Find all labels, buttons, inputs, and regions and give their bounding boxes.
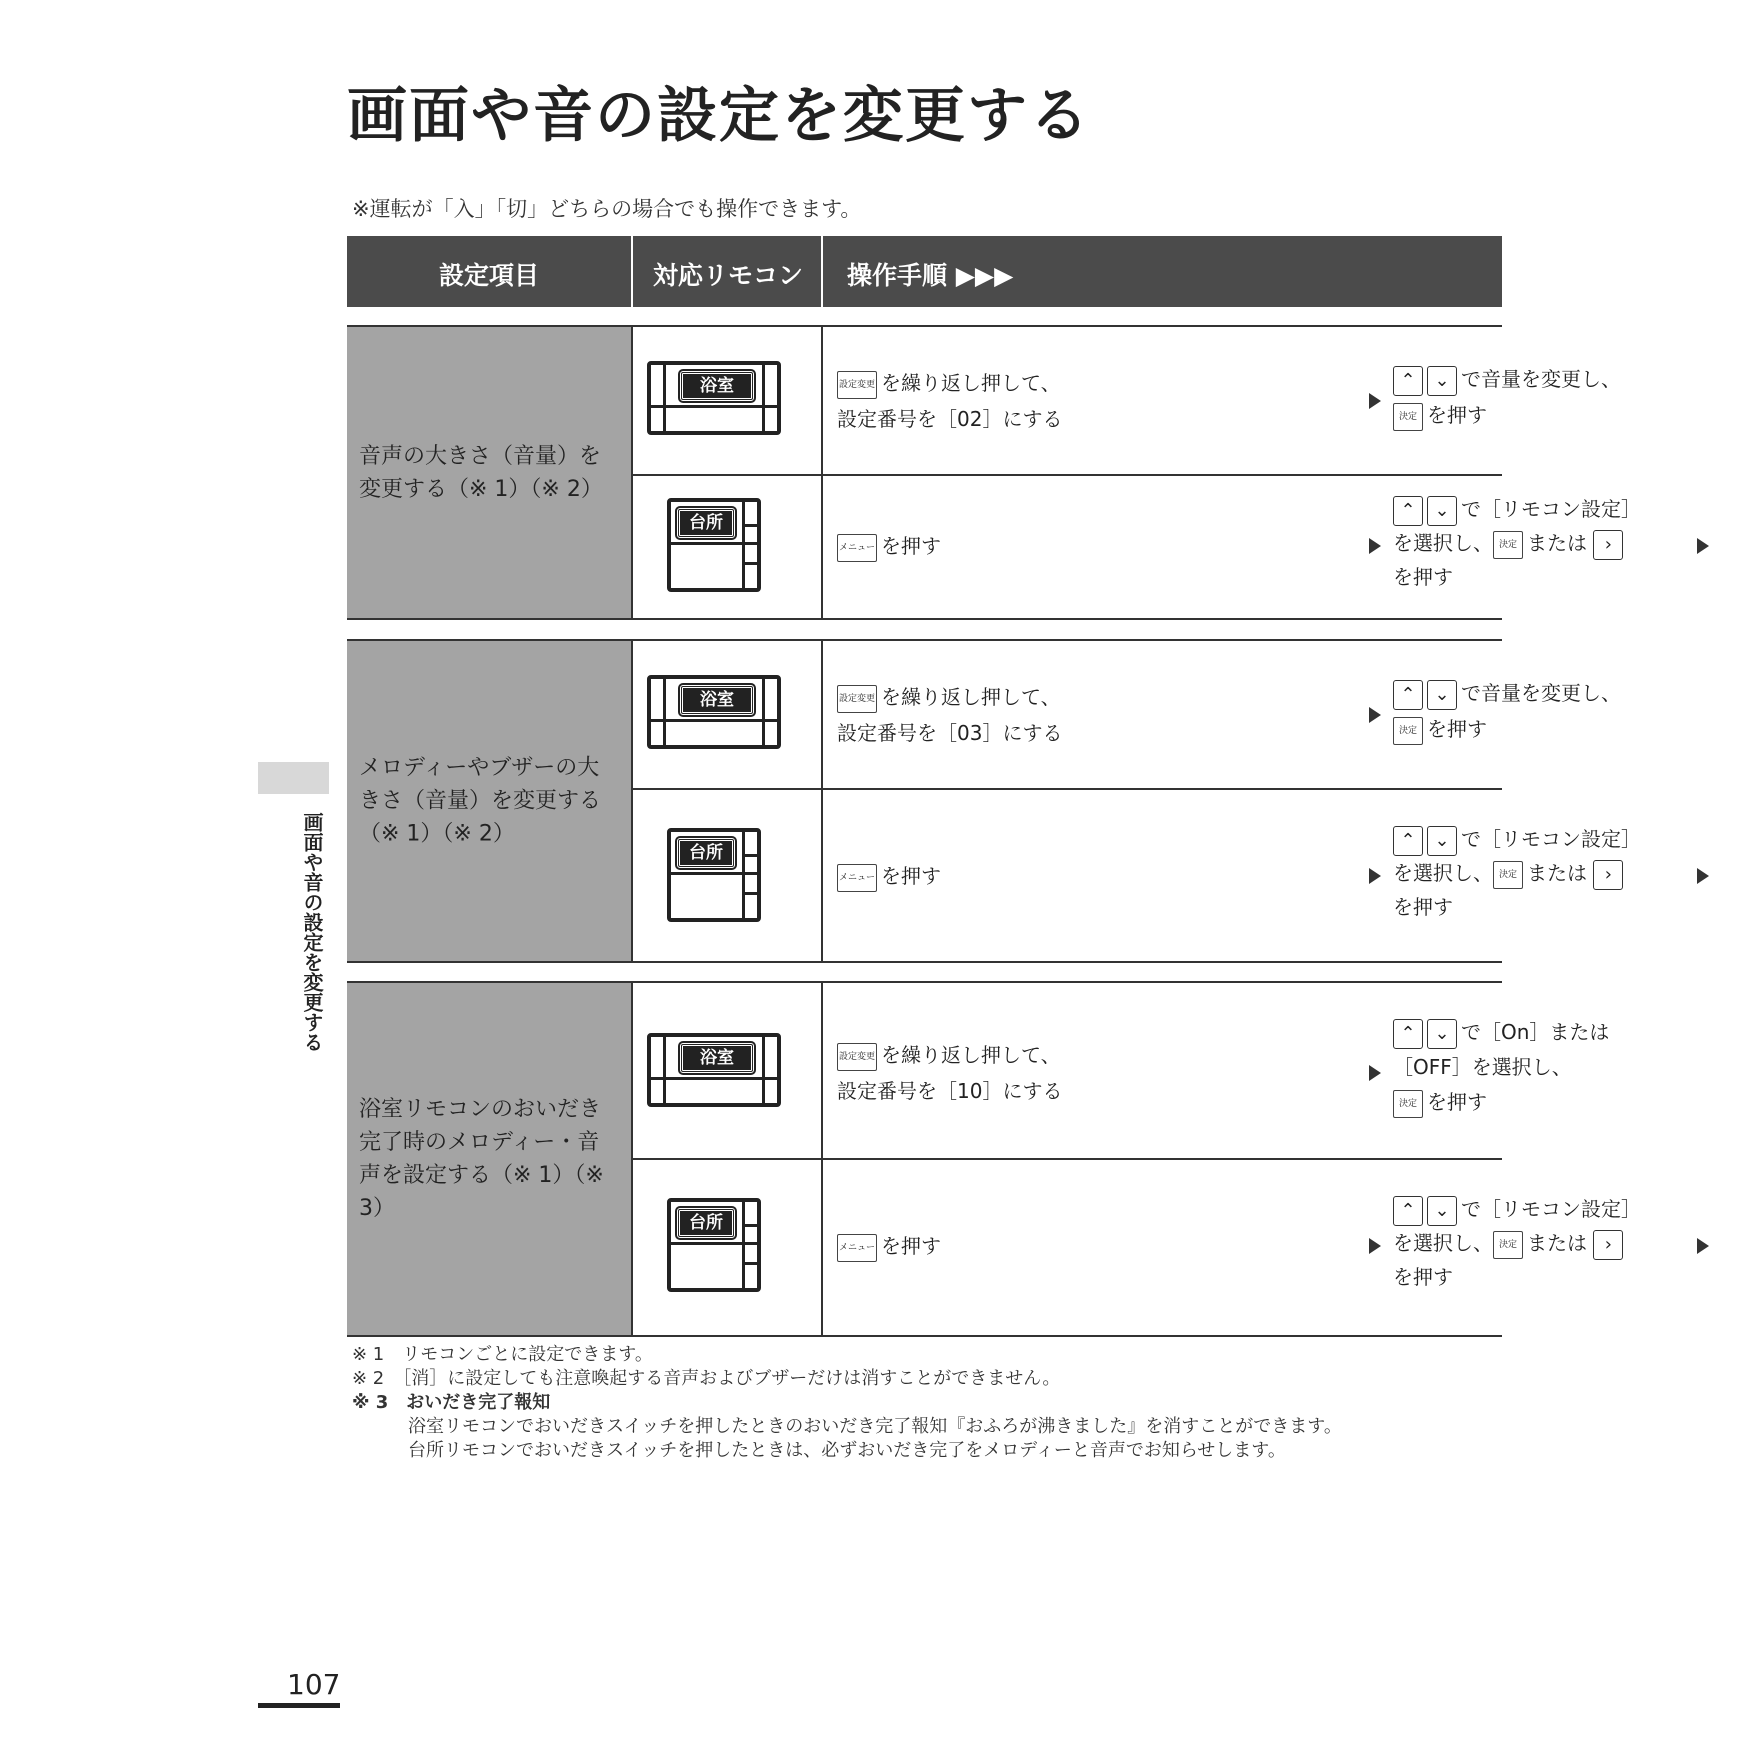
footnote-1: ※ 1 リモコンごとに設定できます。 (352, 1344, 653, 1365)
down-button-icon: ⌄ (1427, 496, 1457, 526)
right-button-icon: › (1593, 860, 1623, 890)
decide-button-icon: 決定 (1493, 1231, 1523, 1259)
footnote-3-line-2: 台所リモコンでおいだきスイッチを押したときは、必ずおいだき完了をメロディーと音声でお知らせします。 (408, 1440, 1286, 1461)
page-title: 画面や音の設定を変更する (347, 81, 1091, 151)
side-section-label: 画面や音の設定を変更する (300, 812, 324, 1052)
right-button-icon: › (1593, 530, 1623, 560)
step-arrow-icon (1369, 393, 1381, 409)
kitchen-remote-icon: 台所 (667, 828, 761, 922)
step-arrow-icon (1369, 538, 1381, 554)
step-arrow-icon (1697, 538, 1709, 554)
header-procedure: 操作手順 ▶▶▶ (847, 261, 1014, 290)
setting-label: メロディーやブザーの大きさ（音量）を変更する（※ 1）（※ 2） (359, 755, 602, 847)
bath-row: 浴室 設定変更 を繰り返し押して、 設定番号を［02］にする ⌃ ⌄ で音量を変更し、 決定 を押す (633, 327, 1502, 474)
decide-button-icon: 決定 (1393, 403, 1423, 431)
kitchen-row: 台所 メニュー を押す ⌃ ⌄ で［リモコン設定］ を選択し、 決定 または › を押す (633, 1160, 1502, 1335)
side-tab (258, 762, 329, 794)
settings-change-icon: 設定変更 (837, 685, 877, 713)
step-arrow-icon (1369, 1238, 1381, 1254)
table-header (347, 236, 1502, 307)
right-button-icon: › (1593, 1230, 1623, 1260)
step-arrow-icon (1369, 707, 1381, 723)
bath-row: 浴室 設定変更 を繰り返し押して、 設定番号を［03］にする ⌃ ⌄ で音量を変更し、 決定 を押す (633, 641, 1502, 788)
up-button-icon: ⌃ (1393, 1196, 1423, 1226)
kitchen-remote-icon: 台所 (667, 1198, 761, 1292)
step-arrow-icon (1697, 1238, 1709, 1254)
up-button-icon: ⌃ (1393, 1019, 1423, 1049)
bath-remote-icon: 浴室 (647, 675, 781, 749)
step-arrow-icon (1369, 1065, 1381, 1081)
operation-note: ※運転が「入」「切」どちらの場合でも操作できます。 (352, 197, 862, 221)
decide-button-icon: 決定 (1393, 1090, 1423, 1118)
up-button-icon: ⌃ (1393, 366, 1423, 396)
bath-remote-icon: 浴室 (647, 361, 781, 435)
down-button-icon: ⌄ (1427, 1196, 1457, 1226)
footnote-3: ※ 3 おいだき完了報知 (352, 1392, 551, 1413)
step-arrow-icon (1369, 868, 1381, 884)
header-setting-item: 設定項目 (439, 261, 540, 290)
kitchen-remote-icon: 台所 (667, 498, 761, 592)
header-remote: 対応リモコン (653, 261, 804, 290)
menu-button-icon: メニュー (837, 1234, 877, 1262)
setting-block-melody (347, 639, 1641, 963)
menu-button-icon: メニュー (837, 534, 877, 562)
page-number: 107 (287, 1668, 341, 1701)
bath-row: 浴室 設定変更 を繰り返し押して、 設定番号を［10］にする ⌃ ⌄ で［On］または ［OFF］を選択し、 決定 を押す (633, 983, 1502, 1158)
page-number-underline (258, 1703, 340, 1708)
footnote-3-line-1: 浴室リモコンでおいだきスイッチを押したときのおいだき完了報知『おふろが沸きました』を消すことができます。 (408, 1416, 1342, 1437)
setting-block-reheat-melody (347, 981, 1641, 1337)
down-button-icon: ⌄ (1427, 680, 1457, 710)
up-button-icon: ⌃ (1393, 680, 1423, 710)
down-button-icon: ⌄ (1427, 366, 1457, 396)
decide-button-icon: 決定 (1493, 861, 1523, 889)
bath-remote-icon: 浴室 (647, 1033, 781, 1107)
up-button-icon: ⌃ (1393, 826, 1423, 856)
footnote-2: ※ 2 ［消］に設定しても注意喚起する音声およびブザーだけは消すことができません。 (352, 1368, 1061, 1389)
decide-button-icon: 決定 (1393, 717, 1423, 745)
settings-change-icon: 設定変更 (837, 371, 877, 399)
setting-label: 浴室リモコンのおいだき完了時のメロディー・音声を設定する（※ 1）（※ 3） (359, 1097, 604, 1221)
kitchen-row: 台所 メニュー を押す ⌃ ⌄ で［リモコン設定］ を選択し、 決定 または › を押す (633, 790, 1502, 961)
up-button-icon: ⌃ (1393, 496, 1423, 526)
down-button-icon: ⌄ (1427, 826, 1457, 856)
setting-label: 音声の大きさ（音量）を変更する（※ 1）（※ 2） (359, 443, 603, 502)
menu-button-icon: メニュー (837, 864, 877, 892)
settings-change-icon: 設定変更 (837, 1043, 877, 1071)
decide-button-icon: 決定 (1493, 531, 1523, 559)
setting-block-volume (347, 325, 1641, 620)
kitchen-row: 台所 メニュー を押す ⌃ ⌄ で［リモコン設定］ を選択し、 決定 または › を押す (633, 476, 1502, 618)
step-arrow-icon (1697, 868, 1709, 884)
down-button-icon: ⌄ (1427, 1019, 1457, 1049)
